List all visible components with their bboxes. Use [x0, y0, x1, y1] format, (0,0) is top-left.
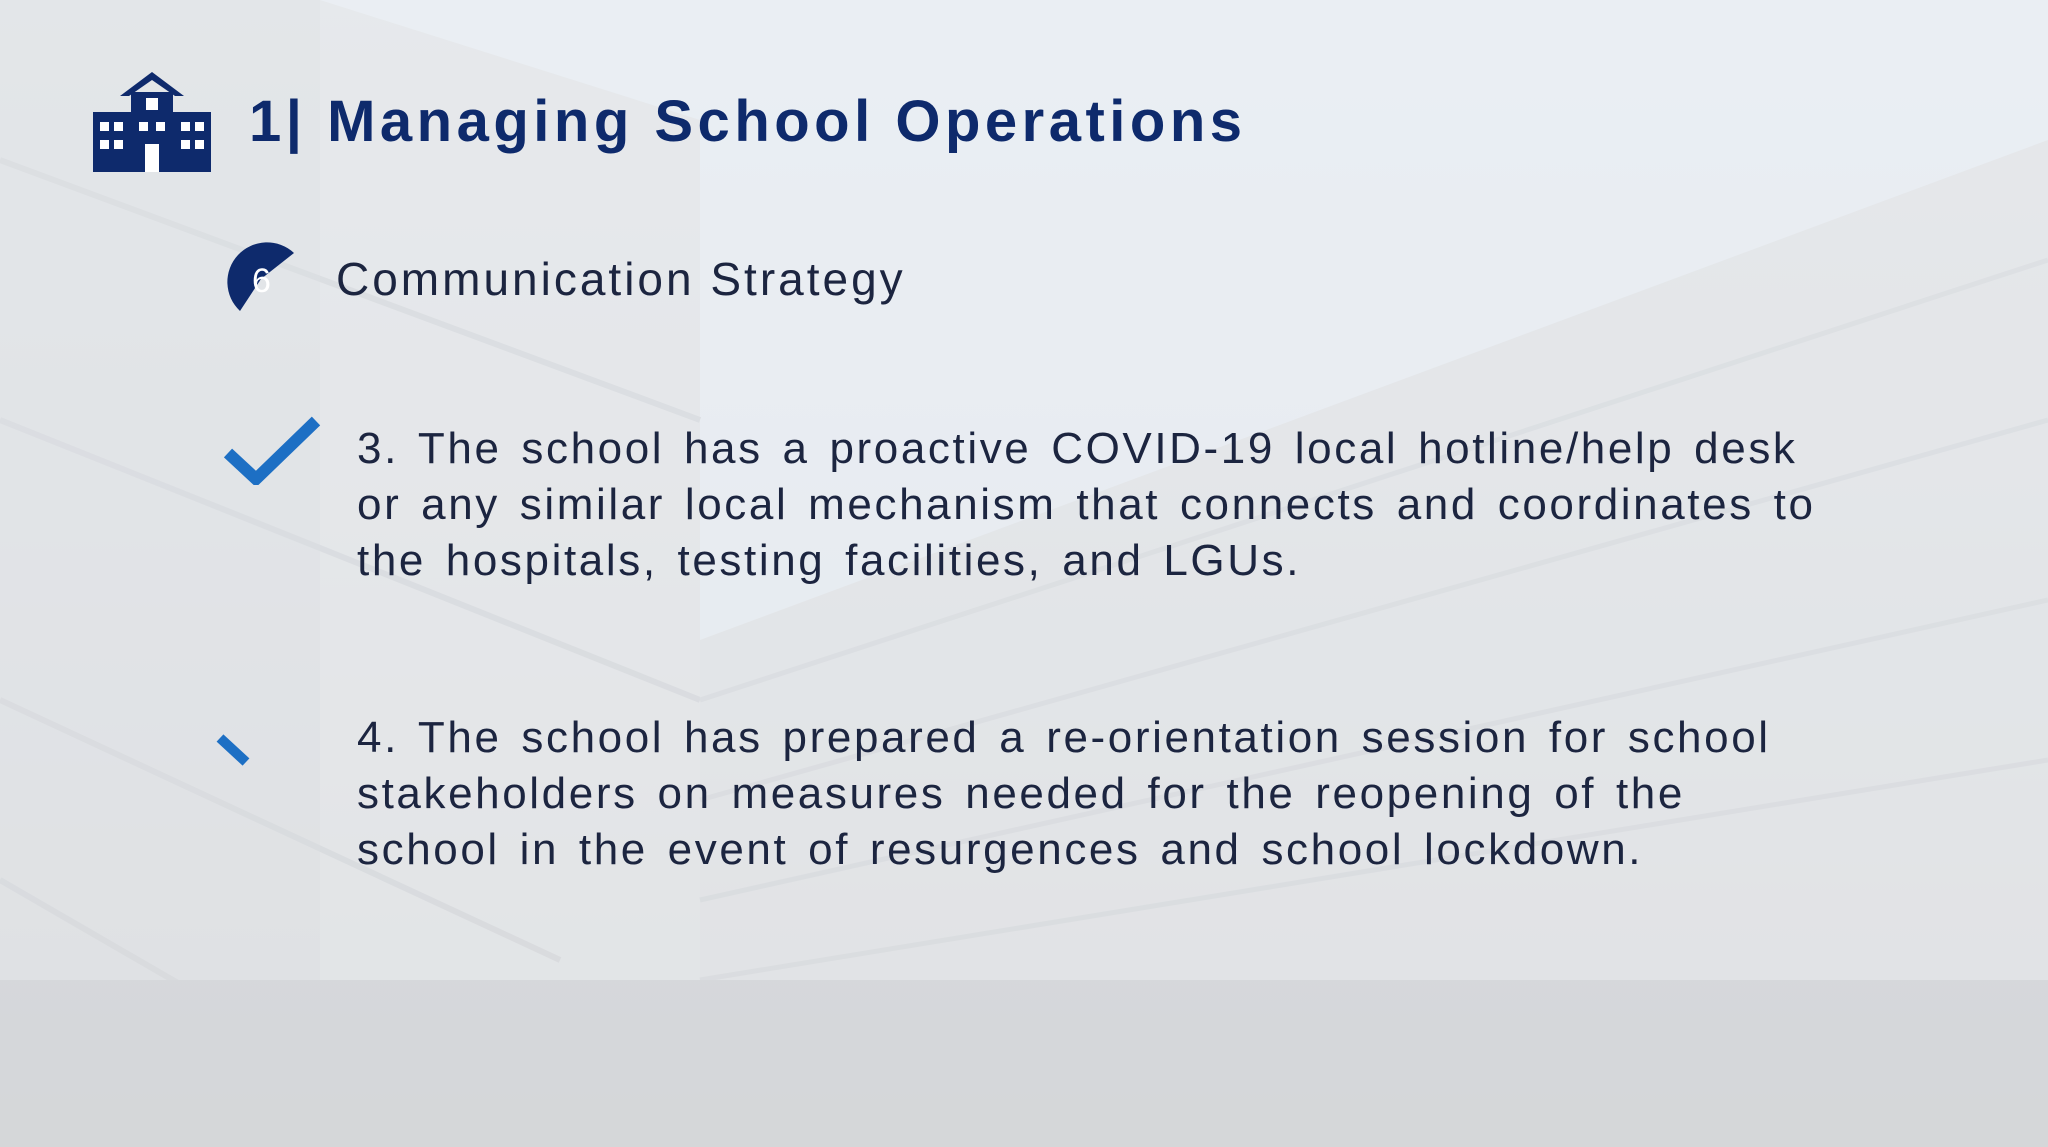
title-row [93, 66, 1247, 176]
list-item [357, 421, 1817, 589]
checkmark-icon [222, 413, 322, 485]
pie-chart-glyph: 6 [252, 262, 271, 300]
checkmark-partial-icon [216, 734, 252, 768]
list-item-text: 4. The school has prepared a re-orientation session for school stakeholders on measures needed for the reopening of the school in the event of resurgences and school lockdown. [357, 713, 1771, 874]
section-heading-row [222, 240, 906, 318]
list-item [357, 710, 1817, 878]
section-heading: Communication Strategy [336, 253, 906, 305]
school-building-icon [93, 70, 211, 172]
list-item-text: 3. The school has a proactive COVID-19 local hotline/help desk or any similar local mechanism that connects and coordinates to the hospitals, testing facilities, and LGUs. [357, 424, 1816, 585]
slide-title: 1| Managing School Operations [249, 88, 1247, 154]
pie-chart-icon [222, 240, 300, 318]
